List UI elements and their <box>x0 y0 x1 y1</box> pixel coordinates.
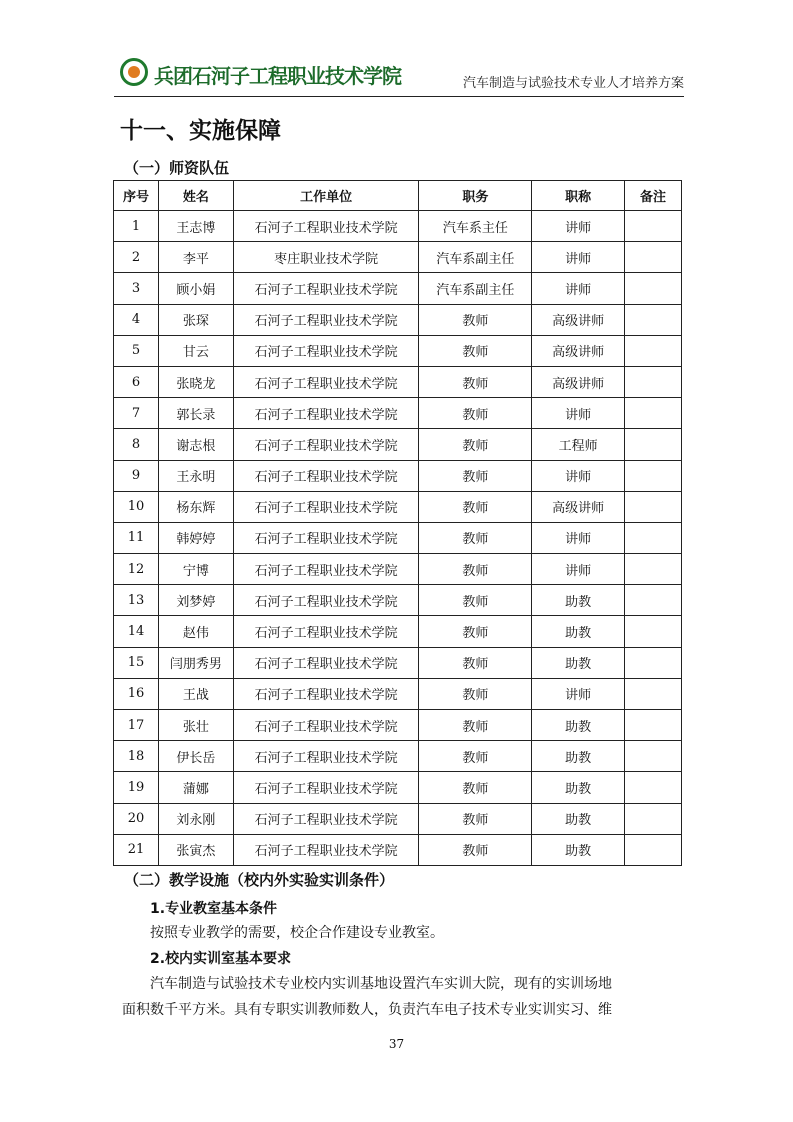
work-unit-cell: 石河子工程职业技术学院 <box>233 803 419 834</box>
row-number-cell: 17 <box>114 710 159 741</box>
page-number: 37 <box>388 1037 405 1051</box>
remark-cell <box>625 772 682 803</box>
table-row <box>114 585 682 616</box>
table-row <box>114 554 682 585</box>
staff-table <box>113 180 682 866</box>
title-cell: 高级讲师 <box>532 335 625 366</box>
remark-cell <box>625 710 682 741</box>
position-cell: 教师 <box>419 772 532 803</box>
work-unit-cell: 石河子工程职业技术学院 <box>233 710 419 741</box>
table-row <box>114 522 682 553</box>
row-number-cell: 9 <box>114 460 159 491</box>
name-cell: 顾小娟 <box>158 273 233 304</box>
remark-cell <box>625 242 682 273</box>
row-number-cell: 3 <box>114 273 159 304</box>
work-unit-cell: 石河子工程职业技术学院 <box>233 678 419 709</box>
row-number-cell: 2 <box>114 242 159 273</box>
position-cell: 教师 <box>419 491 532 522</box>
subsection-teaching-staff: （一）师资队伍 <box>124 159 230 177</box>
page-header <box>114 52 684 97</box>
title-cell: 讲师 <box>532 273 625 304</box>
work-unit-cell: 石河子工程职业技术学院 <box>233 647 419 678</box>
section-title: 十一、实施保障 <box>120 118 281 144</box>
item-classroom-text: 按照专业教学的需要，校企合作建设专业教室。 <box>150 925 444 941</box>
table-row <box>114 741 682 772</box>
work-unit-cell: 石河子工程职业技术学院 <box>233 273 419 304</box>
title-cell: 讲师 <box>532 522 625 553</box>
title-cell: 高级讲师 <box>532 366 625 397</box>
remark-cell <box>625 678 682 709</box>
remark-cell <box>625 554 682 585</box>
position-cell: 汽车系副主任 <box>419 242 532 273</box>
remark-cell <box>625 741 682 772</box>
remark-cell <box>625 304 682 335</box>
position-cell: 教师 <box>419 834 532 865</box>
name-cell: 杨东辉 <box>158 491 233 522</box>
name-cell: 谢志根 <box>158 429 233 460</box>
paragraph-line: 汽车制造与试验技术专业校内实训基地设置汽车实训大院，现有的实训场地 <box>150 976 612 992</box>
table-row <box>114 616 682 647</box>
remark-cell <box>625 211 682 242</box>
name-cell: 宁博 <box>158 554 233 585</box>
table-row <box>114 678 682 709</box>
position-cell: 教师 <box>419 741 532 772</box>
name-cell: 王永明 <box>158 460 233 491</box>
header-cell: 姓名 <box>158 181 233 211</box>
position-cell: 教师 <box>419 429 532 460</box>
position-cell: 教师 <box>419 398 532 429</box>
title-cell: 工程师 <box>532 429 625 460</box>
remark-cell <box>625 803 682 834</box>
title-cell: 助教 <box>532 585 625 616</box>
work-unit-cell: 石河子工程职业技术学院 <box>233 491 419 522</box>
row-number-cell: 8 <box>114 429 159 460</box>
remark-cell <box>625 647 682 678</box>
name-cell: 韩婷婷 <box>158 522 233 553</box>
title-cell: 助教 <box>532 647 625 678</box>
position-cell: 教师 <box>419 803 532 834</box>
position-cell: 汽车系主任 <box>419 211 532 242</box>
position-cell: 教师 <box>419 522 532 553</box>
row-number-cell: 13 <box>114 585 159 616</box>
work-unit-cell: 石河子工程职业技术学院 <box>233 366 419 397</box>
remark-cell <box>625 429 682 460</box>
subsection-facilities: （二）教学设施（校内外实验实训条件） <box>124 871 395 889</box>
name-cell: 王战 <box>158 678 233 709</box>
work-unit-cell: 石河子工程职业技术学院 <box>233 304 419 335</box>
table-row <box>114 398 682 429</box>
name-cell: 闫朋秀男 <box>158 647 233 678</box>
school-name: 兵团石河子工程职业技术学院 <box>154 64 401 88</box>
work-unit-cell: 石河子工程职业技术学院 <box>233 741 419 772</box>
title-cell: 讲师 <box>532 211 625 242</box>
title-cell: 讲师 <box>532 242 625 273</box>
item-title: 专业教室基本条件 <box>165 901 278 917</box>
title-cell: 助教 <box>532 834 625 865</box>
row-number-cell: 20 <box>114 803 159 834</box>
remark-cell <box>625 335 682 366</box>
row-number-cell: 15 <box>114 647 159 678</box>
remark-cell <box>625 366 682 397</box>
title-cell: 助教 <box>532 741 625 772</box>
row-number-cell: 14 <box>114 616 159 647</box>
work-unit-cell: 石河子工程职业技术学院 <box>233 335 419 366</box>
header-cell: 工作单位 <box>233 181 419 211</box>
position-cell: 教师 <box>419 304 532 335</box>
position-cell: 教师 <box>419 554 532 585</box>
item-title: 校内实训室基本要求 <box>165 951 292 967</box>
remark-cell <box>625 273 682 304</box>
position-cell: 教师 <box>419 335 532 366</box>
table-row <box>114 335 682 366</box>
row-number-cell: 16 <box>114 678 159 709</box>
table-row <box>114 242 682 273</box>
staff-table-body <box>114 211 682 866</box>
title-cell: 高级讲师 <box>532 304 625 335</box>
position-cell: 教师 <box>419 647 532 678</box>
name-cell: 蒲娜 <box>158 772 233 803</box>
item-training-room-heading <box>150 948 291 968</box>
table-row <box>114 273 682 304</box>
name-cell: 郭长录 <box>158 398 233 429</box>
school-logo-icon <box>120 58 148 86</box>
row-number-cell: 10 <box>114 491 159 522</box>
name-cell: 李平 <box>158 242 233 273</box>
position-cell: 汽车系副主任 <box>419 273 532 304</box>
work-unit-cell: 石河子工程职业技术学院 <box>233 398 419 429</box>
title-cell: 讲师 <box>532 554 625 585</box>
work-unit-cell: 石河子工程职业技术学院 <box>233 460 419 491</box>
work-unit-cell: 石河子工程职业技术学院 <box>233 554 419 585</box>
header-cell: 职称 <box>532 181 625 211</box>
work-unit-cell: 石河子工程职业技术学院 <box>233 585 419 616</box>
remark-cell <box>625 616 682 647</box>
remark-cell <box>625 834 682 865</box>
table-row <box>114 772 682 803</box>
work-unit-cell: 石河子工程职业技术学院 <box>233 429 419 460</box>
title-cell: 讲师 <box>532 460 625 491</box>
item-number: 2. <box>150 951 166 967</box>
title-cell: 助教 <box>532 710 625 741</box>
title-cell: 讲师 <box>532 678 625 709</box>
item-classroom-heading <box>150 898 277 918</box>
position-cell: 教师 <box>419 366 532 397</box>
table-header-row <box>114 181 682 211</box>
table-row <box>114 710 682 741</box>
position-cell: 教师 <box>419 585 532 616</box>
row-number-cell: 6 <box>114 366 159 397</box>
title-cell: 高级讲师 <box>532 491 625 522</box>
row-number-cell: 19 <box>114 772 159 803</box>
name-cell: 张壮 <box>158 710 233 741</box>
name-cell: 张寅杰 <box>158 834 233 865</box>
remark-cell <box>625 491 682 522</box>
row-number-cell: 4 <box>114 304 159 335</box>
title-cell: 助教 <box>532 772 625 803</box>
name-cell: 赵伟 <box>158 616 233 647</box>
table-row <box>114 304 682 335</box>
remark-cell <box>625 585 682 616</box>
header-cell: 备注 <box>625 181 682 211</box>
table-row <box>114 647 682 678</box>
paragraph-line: 面积数千平方米。具有专职实训教师数人，负责汽车电子技术专业实训实习、维 <box>122 1002 612 1018</box>
name-cell: 伊长岳 <box>158 741 233 772</box>
work-unit-cell: 石河子工程职业技术学院 <box>233 522 419 553</box>
table-row <box>114 491 682 522</box>
item-number: 1. <box>150 901 166 917</box>
name-cell: 甘云 <box>158 335 233 366</box>
row-number-cell: 5 <box>114 335 159 366</box>
name-cell: 刘永刚 <box>158 803 233 834</box>
header-cell: 序号 <box>114 181 159 211</box>
position-cell: 教师 <box>419 710 532 741</box>
remark-cell <box>625 522 682 553</box>
position-cell: 教师 <box>419 616 532 647</box>
row-number-cell: 7 <box>114 398 159 429</box>
work-unit-cell: 石河子工程职业技术学院 <box>233 211 419 242</box>
name-cell: 王志博 <box>158 211 233 242</box>
name-cell: 张晓龙 <box>158 366 233 397</box>
row-number-cell: 18 <box>114 741 159 772</box>
work-unit-cell: 枣庄职业技术学院 <box>233 242 419 273</box>
name-cell: 刘梦婷 <box>158 585 233 616</box>
work-unit-cell: 石河子工程职业技术学院 <box>233 616 419 647</box>
title-cell: 讲师 <box>532 398 625 429</box>
remark-cell <box>625 398 682 429</box>
table-row <box>114 834 682 865</box>
document-title: 汽车制造与试验技术专业人才培养方案 <box>462 76 684 91</box>
position-cell: 教师 <box>419 460 532 491</box>
title-cell: 助教 <box>532 616 625 647</box>
table-row <box>114 211 682 242</box>
table-row <box>114 366 682 397</box>
table-row <box>114 460 682 491</box>
work-unit-cell: 石河子工程职业技术学院 <box>233 772 419 803</box>
name-cell: 张琛 <box>158 304 233 335</box>
row-number-cell: 21 <box>114 834 159 865</box>
row-number-cell: 11 <box>114 522 159 553</box>
table-row <box>114 429 682 460</box>
row-number-cell: 1 <box>114 211 159 242</box>
table-row <box>114 803 682 834</box>
row-number-cell: 12 <box>114 554 159 585</box>
remark-cell <box>625 460 682 491</box>
work-unit-cell: 石河子工程职业技术学院 <box>233 834 419 865</box>
title-cell: 助教 <box>532 803 625 834</box>
position-cell: 教师 <box>419 678 532 709</box>
header-cell: 职务 <box>419 181 532 211</box>
